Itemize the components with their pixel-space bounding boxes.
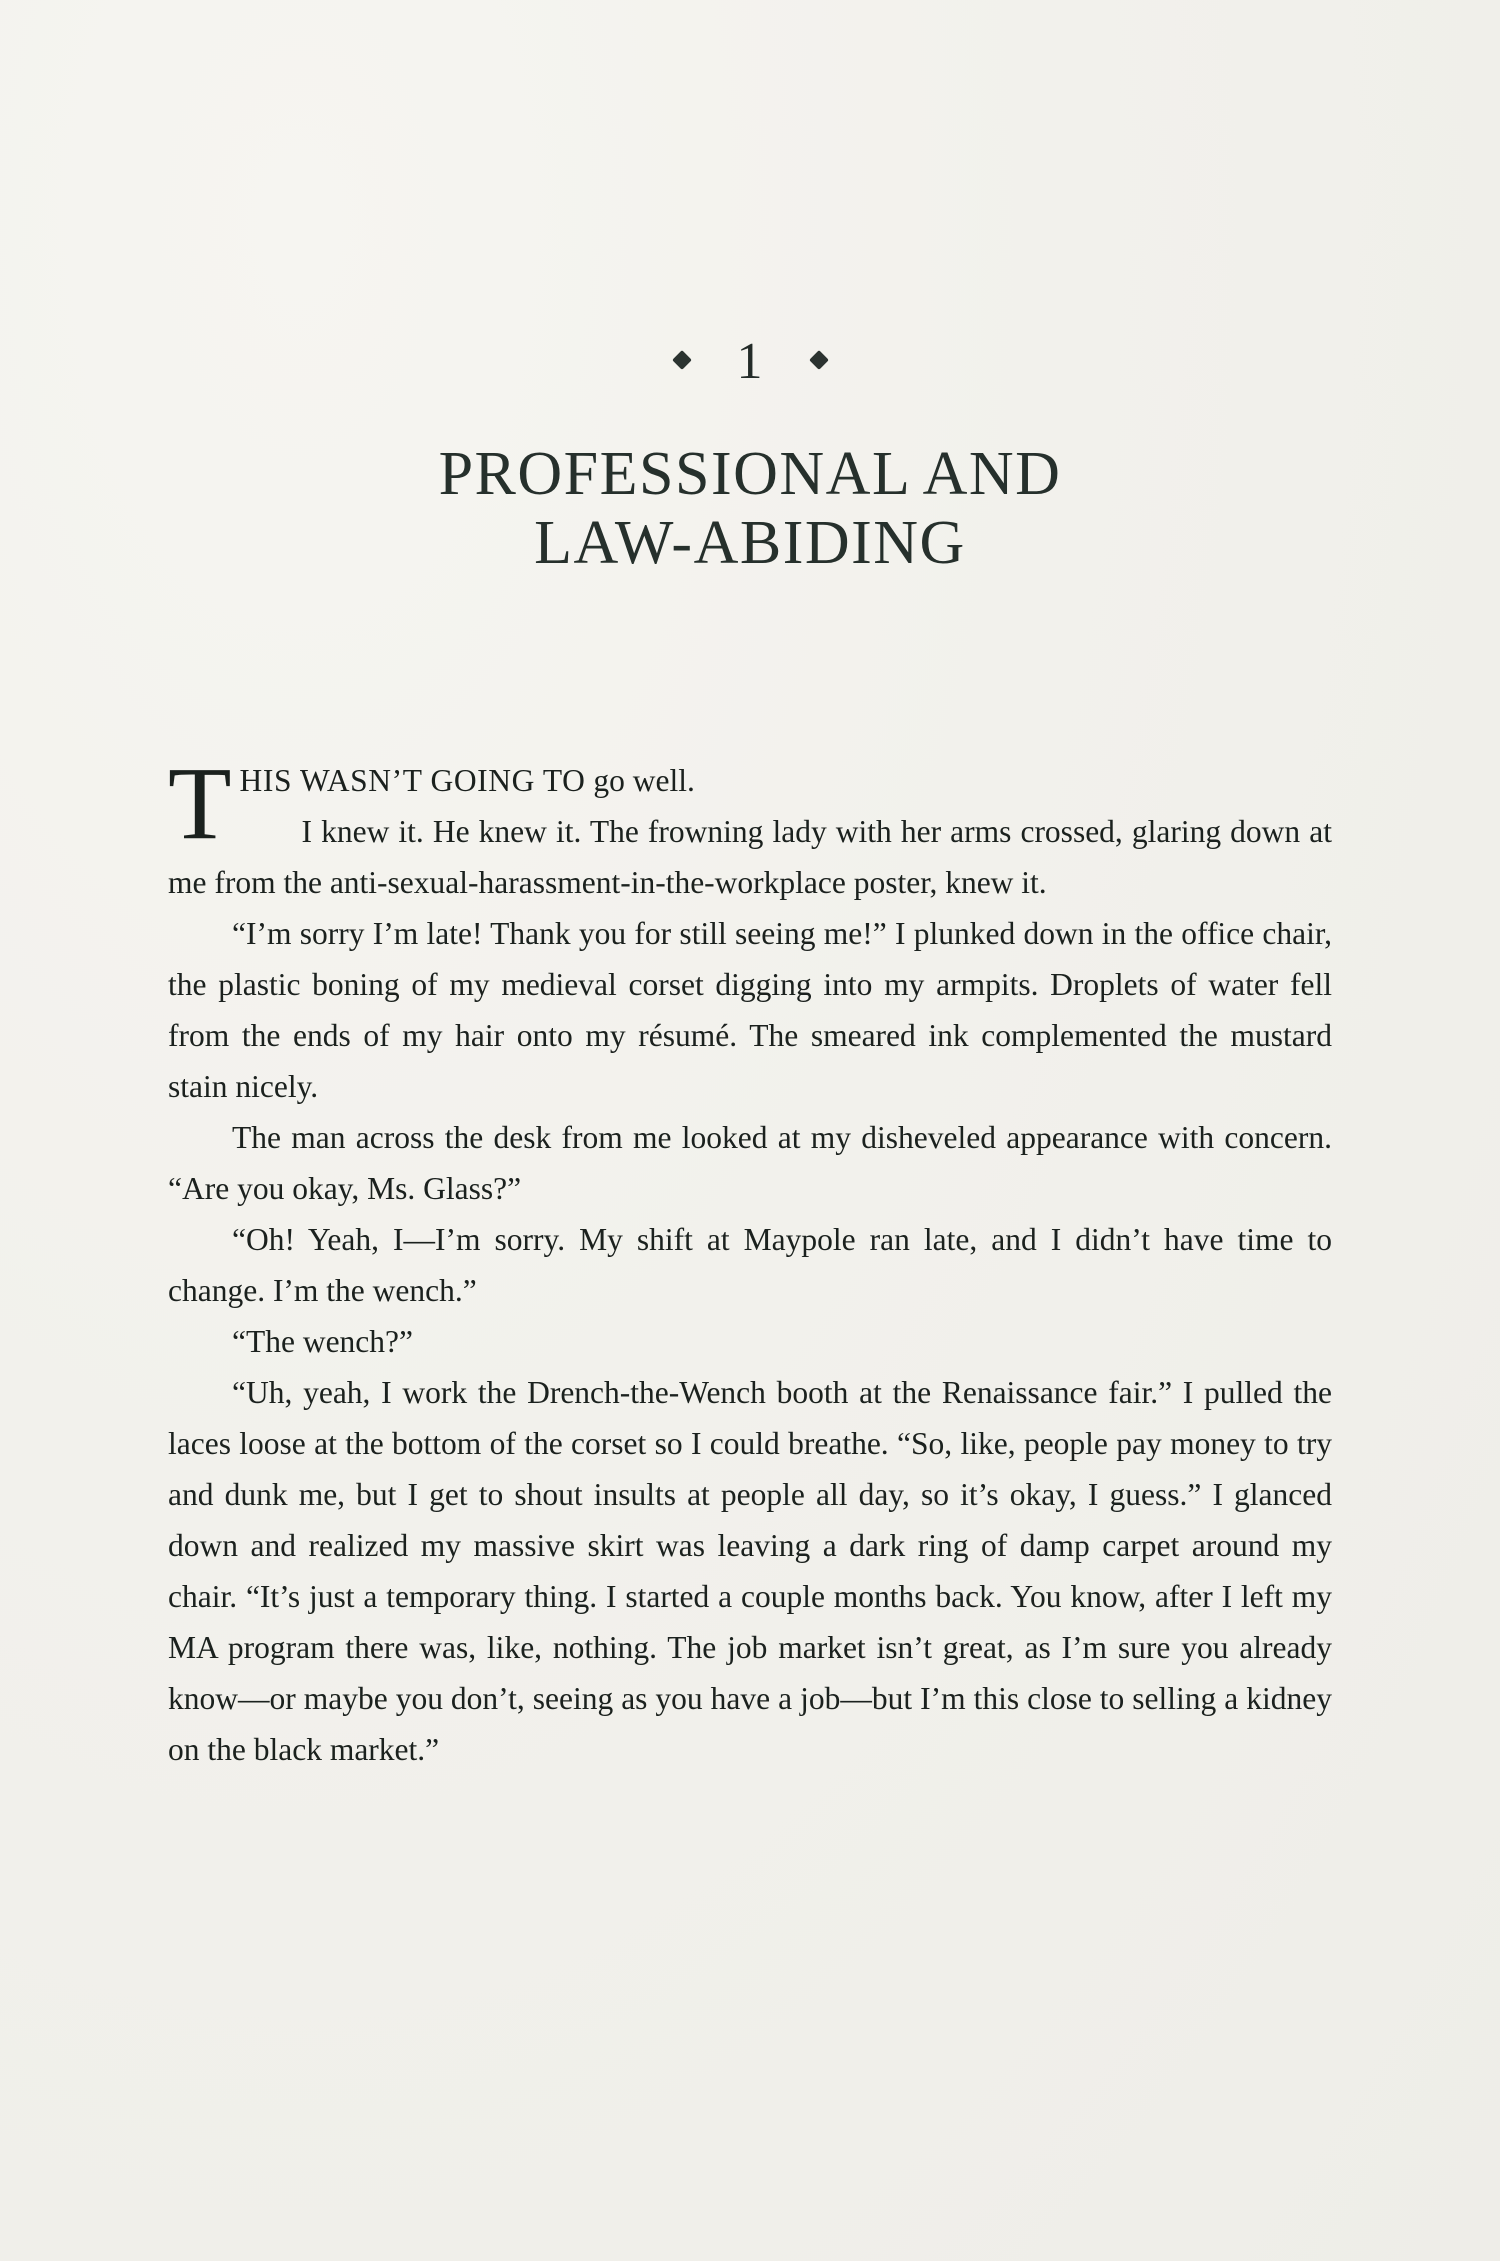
opening-small-caps: HIS WASN’T GOING TO (239, 762, 586, 798)
chapter-title-line-2: LAW-ABIDING (534, 509, 966, 578)
drop-cap: T (168, 745, 232, 861)
page-content (168, 0, 1332, 2261)
chapter-title-line-1: PROFESSIONAL AND (438, 440, 1062, 508)
paragraph-1-rest: go well. (585, 762, 695, 798)
paragraph-1-continuation: I knew it. He knew it. The frowning lady with her arms crossed, glaring down at me from the anti-sexual-harassment-in-the-workplace poster, knew it. (168, 813, 1332, 900)
chapter-number-line (168, 330, 1332, 394)
paragraph-3: The man across the desk from me looked at my disheveled appearance with concern. “Are you okay, Ms. Glass?” (168, 1119, 1332, 1206)
diamond-ornament-right (809, 350, 829, 370)
diamond-ornament-left (672, 350, 692, 370)
chapter-number: 1 (736, 333, 764, 390)
paragraph-4: “Oh! Yeah, I—I’m sorry. My shift at Maypole ran late, and I didn’t have time to change. I’m the wench.” (168, 1221, 1332, 1308)
paragraph-2: “I’m sorry I’m late! Thank you for still seeing me!” I plunked down in the office chair, the plastic boning of my medieval corset digging into my armpits. Droplets of water fell from the ends of my hair onto my résumé. The smeared ink complemented the mustard stain nicely. (168, 915, 1332, 1104)
paragraph-6: “Uh, yeah, I work the Drench-the-Wench booth at the Renaissance fair.” I pulled the laces loose at the bottom of the corset so I could breathe. “So, like, people pay money to try and dunk me, but I get to shout insults at people all day, so it’s okay, I guess.” I glanced down and realized my massive skirt was leaving a dark ring of damp carpet around my chair. “It’s just a temporary thing. I started a couple months back. You know, after I left my MA program there was, like, nothing. The job market isn’t great, as I’m sure you already know—or maybe you don’t, seeing as you have a job—but I’m this close to selling a kidney on the black market.” (168, 1374, 1332, 1767)
chapter-header (168, 330, 1332, 579)
paragraph-1 (168, 745, 1332, 908)
chapter-title (168, 440, 1332, 579)
paragraph-5: “The wench?” (232, 1323, 414, 1359)
body-text (168, 745, 1332, 1775)
